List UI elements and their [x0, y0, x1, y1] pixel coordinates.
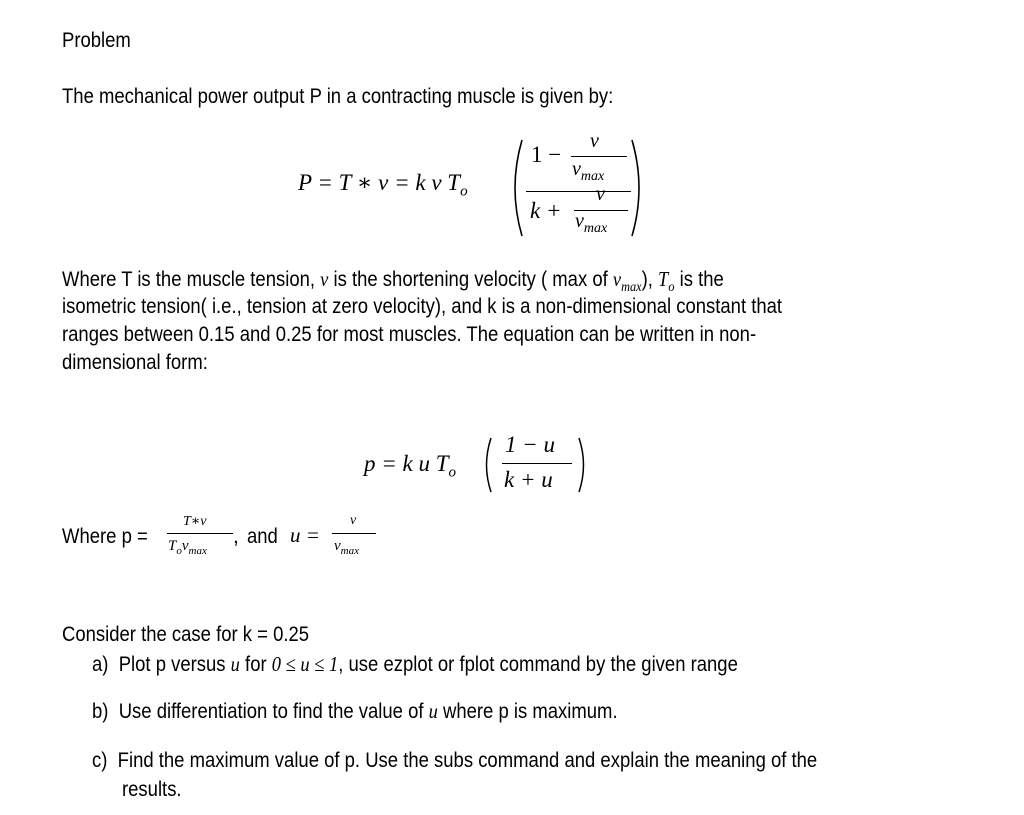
eq1-num-one: 1 − — [531, 142, 562, 167]
para-l1-T: T — [658, 267, 669, 291]
eq1-den-vmax: v — [575, 210, 584, 232]
eq1-den-v: v — [596, 183, 605, 205]
eq1-den-vmax-sub: max — [583, 221, 608, 236]
eq1-right-paren — [628, 138, 650, 238]
eq1-inner-frac-line-1 — [571, 156, 627, 157]
eq1-num-v: v — [590, 130, 599, 152]
u-def-den-v-sub: max — [340, 545, 359, 557]
item-a-pre: Plot p versus — [118, 653, 231, 676]
eq1-lhs: P = T ∗ v = k v T — [298, 170, 461, 195]
p-def-den-v-sub: max — [188, 545, 207, 557]
item-b-var: u — [428, 699, 438, 723]
eq2-lhs-sub: o — [448, 464, 457, 481]
u-def-frac-line — [332, 533, 376, 534]
eq2-lhs: p = k u T — [364, 451, 449, 476]
item-b-pre: Use differentiation to find the value of — [118, 700, 429, 723]
where-p-label: Where p = — [62, 525, 148, 548]
p-def-den-T-sub: o — [176, 545, 182, 557]
eq2-frac-line — [502, 463, 572, 464]
u-def-den-v: v — [334, 538, 341, 554]
para-l1-vmax: v — [612, 267, 622, 291]
item-a-mid: for — [239, 653, 272, 676]
p-def-den-T: T — [168, 538, 177, 554]
u-def-num: v — [350, 513, 357, 528]
p-def-frac-line — [167, 533, 233, 534]
item-c-label: c) — [92, 749, 108, 772]
defs-comma: , — [233, 525, 239, 548]
item-b-label: b) — [92, 700, 109, 723]
item-a-range: 0 ≤ u ≤ 1 — [271, 652, 339, 676]
item-c-line2: results. — [122, 778, 182, 801]
para-l1-a: Where T is the muscle tension, — [62, 268, 321, 291]
eq2-right-paren — [576, 436, 590, 494]
intro-text: The mechanical power output P in a contracting muscle is given by: — [62, 85, 614, 108]
item-b-post: where p is maximum. — [437, 700, 618, 723]
list-item — [92, 651, 738, 678]
p-def-den-v: v — [181, 538, 189, 554]
eq1-den-k: k + — [530, 198, 562, 223]
para-line-4: dimensional form: — [62, 351, 208, 374]
item-a-label: a) — [92, 653, 109, 676]
defs-and: and — [247, 525, 278, 548]
case-text: Consider the case for k = 0.25 — [62, 623, 310, 646]
problem-heading: Problem — [62, 29, 131, 52]
item-c-line1: Find the maximum value of p. Use the subs command and explain the meaning of the — [117, 749, 818, 772]
eq1-lhs-sub: o — [460, 183, 468, 200]
para-l1-v: v — [320, 267, 329, 291]
eq1-num-vmax: v — [572, 158, 581, 180]
eq2-num — [505, 432, 555, 458]
para-l1-T-sub: o — [668, 280, 675, 296]
eq2-num-text: 1 − u — [505, 432, 556, 457]
item-a-var: u — [230, 652, 240, 676]
eq1-left-paren — [504, 138, 526, 238]
eq1-num-vmax-sub: max — [580, 169, 605, 184]
para-l1-b: is the shortening velocity ( max of — [328, 268, 613, 291]
eq1-main-frac-line — [526, 191, 631, 192]
para-line-2: isometric tension( i.e., tension at zero velocity), and k is a non-dimensional constant that — [62, 295, 783, 318]
u-def-label: u = — [290, 523, 320, 547]
para-line-3: ranges between 0.15 and 0.25 for most muscles. The equation can be written in non- — [62, 323, 757, 346]
para-l1-c: ), — [641, 268, 659, 291]
para-l1-d: is the — [674, 268, 724, 291]
para-l1-vmax-sub: max — [621, 280, 642, 296]
eq2-left-paren — [480, 436, 494, 494]
list-item — [92, 698, 618, 725]
item-a-post: , use ezplot or fplot command by the given range — [338, 653, 738, 676]
p-def-num: T∗v — [183, 514, 207, 529]
list-item — [92, 748, 817, 774]
eq2-den: k + u — [504, 467, 553, 492]
